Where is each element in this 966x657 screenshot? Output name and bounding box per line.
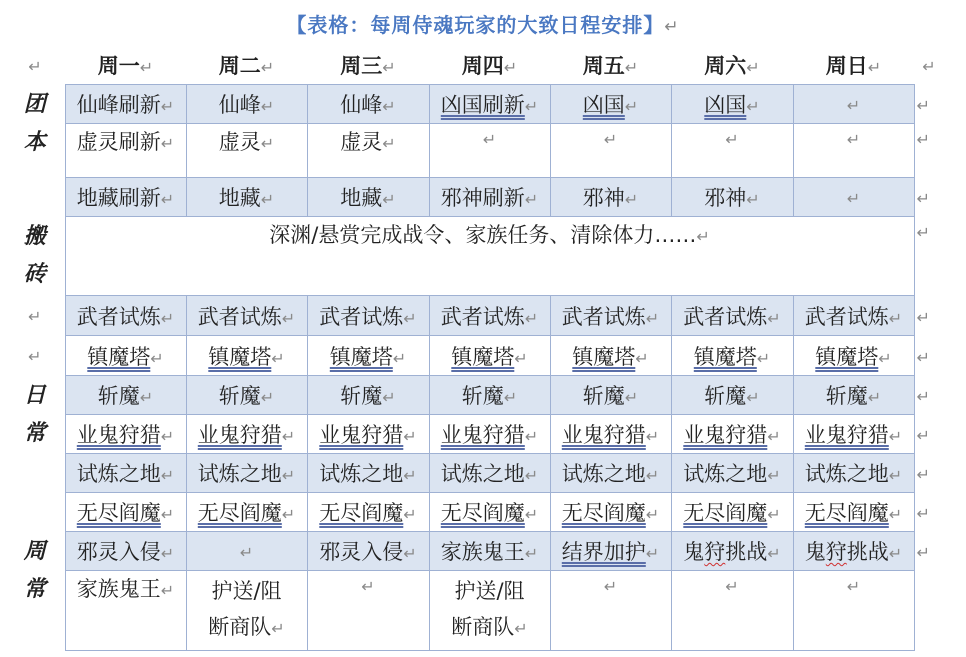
cell: 凶国↵ bbox=[550, 85, 671, 124]
cell: 镇魔塔↵ bbox=[65, 336, 186, 376]
section-label-banzhuan: 搬 砖 bbox=[23, 222, 46, 287]
cell: 邪神刷新↵ bbox=[429, 178, 550, 217]
cell: 试炼之地↵ bbox=[307, 454, 429, 493]
header-tue: 周二↵ bbox=[218, 54, 275, 78]
table-row bbox=[5, 532, 944, 571]
cell: 无尽阎魔↵ bbox=[65, 493, 186, 532]
cell: 家族鬼王↵ bbox=[429, 532, 550, 571]
cell: 斩魔↵ bbox=[793, 376, 914, 415]
table-row bbox=[5, 493, 944, 532]
table-row bbox=[5, 124, 944, 178]
cell: ↵ bbox=[307, 571, 429, 651]
row-end-mark bbox=[914, 571, 944, 651]
cell: 仙峰↵ bbox=[186, 85, 307, 124]
table-row bbox=[5, 376, 944, 415]
blank-label: ↵ bbox=[28, 346, 42, 366]
banzhuan-cell: 深渊/悬赏完成战令、家族任务、清除体力……↵ bbox=[65, 217, 914, 296]
cell: 试炼之地↵ bbox=[429, 454, 550, 493]
header-sun: 周日↵ bbox=[825, 54, 882, 78]
cell: 镇魔塔↵ bbox=[793, 336, 914, 376]
cell: 地藏↵ bbox=[307, 178, 429, 217]
cell: 试炼之地↵ bbox=[671, 454, 793, 493]
cell: 仙峰↵ bbox=[307, 85, 429, 124]
cell: 武者试炼↵ bbox=[65, 296, 186, 336]
cell: 试炼之地↵ bbox=[186, 454, 307, 493]
row-end-mark: ↵ bbox=[916, 96, 930, 115]
header-wed: 周三↵ bbox=[340, 54, 396, 78]
table-row bbox=[5, 571, 944, 651]
cell: 凶国刷新↵ bbox=[429, 85, 550, 124]
cell: ↵ bbox=[793, 85, 914, 124]
cell: ↵ bbox=[429, 124, 550, 178]
cell: ↵ bbox=[671, 124, 793, 178]
cell: ↵ bbox=[550, 571, 671, 651]
cell: 护送/阻 断商队↵ bbox=[429, 571, 550, 651]
table-row bbox=[5, 296, 944, 336]
cell: 邪神↵ bbox=[671, 178, 793, 217]
cell: 斩魔↵ bbox=[307, 376, 429, 415]
table-row bbox=[5, 454, 944, 493]
row-end-mark: ↵ bbox=[916, 307, 930, 327]
table-row bbox=[5, 85, 944, 124]
header-row bbox=[5, 46, 944, 85]
cell: 试炼之地↵ bbox=[65, 454, 186, 493]
cell: 业鬼狩猎↵ bbox=[550, 415, 671, 454]
cell: 业鬼狩猎↵ bbox=[793, 415, 914, 454]
cell: 镇魔塔↵ bbox=[429, 336, 550, 376]
row-end-mark: ↵ bbox=[916, 426, 930, 445]
section-label-richang: 日 常 bbox=[23, 381, 46, 446]
cell: ↵ bbox=[793, 571, 914, 651]
row-end-mark: ↵ bbox=[916, 504, 930, 523]
cell: 斩魔↵ bbox=[671, 376, 793, 415]
row-end-mark: ↵ bbox=[916, 347, 930, 367]
cell: 家族鬼王↵ bbox=[65, 571, 186, 651]
header-fri: 周五↵ bbox=[582, 54, 639, 78]
cell: 试炼之地↵ bbox=[793, 454, 914, 493]
cell: 邪神↵ bbox=[550, 178, 671, 217]
cell: 业鬼狩猎↵ bbox=[671, 415, 793, 454]
cell: 结界加护↵ bbox=[550, 532, 671, 571]
row-end-mark: ↵ bbox=[916, 543, 930, 562]
cell: ↵ bbox=[186, 532, 307, 571]
cell: 虚灵刷新↵ bbox=[65, 124, 186, 178]
cell: 武者试炼↵ bbox=[550, 296, 671, 336]
cell: 无尽阎魔↵ bbox=[186, 493, 307, 532]
corner-cell: ↵ bbox=[28, 57, 42, 77]
header-sat: 周六↵ bbox=[704, 54, 760, 78]
section-label-zhouchang: 周 常 bbox=[23, 537, 46, 602]
cell: 无尽阎魔↵ bbox=[671, 493, 793, 532]
cell: 凶国↵ bbox=[671, 85, 793, 124]
cell: 业鬼狩猎↵ bbox=[65, 415, 186, 454]
cell: 邪灵入侵↵ bbox=[65, 532, 186, 571]
cell: 镇魔塔↵ bbox=[307, 336, 429, 376]
schedule-table bbox=[5, 46, 944, 651]
cell: 护送/阻 断商队↵ bbox=[186, 571, 307, 651]
row-end-mark: ↵ bbox=[916, 222, 930, 242]
row-end-mark: ↵ bbox=[916, 465, 930, 484]
cell: 斩魔↵ bbox=[65, 376, 186, 415]
cell: 斩魔↵ bbox=[186, 376, 307, 415]
cell: 试炼之地↵ bbox=[550, 454, 671, 493]
cell: 武者试炼↵ bbox=[671, 296, 793, 336]
cell: 无尽阎魔↵ bbox=[429, 493, 550, 532]
cell: 镇魔塔↵ bbox=[671, 336, 793, 376]
row-end-mark: ↵ bbox=[916, 189, 930, 208]
cell: 斩魔↵ bbox=[550, 376, 671, 415]
row-end-mark: ↵ bbox=[916, 387, 930, 406]
cell: 无尽阎魔↵ bbox=[793, 493, 914, 532]
cell: 无尽阎魔↵ bbox=[550, 493, 671, 532]
header-thu: 周四↵ bbox=[461, 54, 518, 78]
cell: 业鬼狩猎↵ bbox=[307, 415, 429, 454]
row-end-mark: ↵ bbox=[922, 57, 936, 77]
cell: 业鬼狩猎↵ bbox=[429, 415, 550, 454]
cell: 业鬼狩猎↵ bbox=[186, 415, 307, 454]
table-row bbox=[5, 415, 944, 454]
cell: 地藏↵ bbox=[186, 178, 307, 217]
header-mon: 周一↵ bbox=[97, 54, 154, 78]
cell: ↵ bbox=[550, 124, 671, 178]
cell: ↵ bbox=[793, 124, 914, 178]
blank-label bbox=[5, 454, 65, 493]
table-row bbox=[5, 336, 944, 376]
cell: 武者试炼↵ bbox=[429, 296, 550, 336]
cell: 邪灵入侵↵ bbox=[307, 532, 429, 571]
blank-label bbox=[5, 493, 65, 532]
cell: 无尽阎魔↵ bbox=[307, 493, 429, 532]
cell: 镇魔塔↵ bbox=[186, 336, 307, 376]
cell: 地藏刷新↵ bbox=[65, 178, 186, 217]
cell: ↵ bbox=[671, 571, 793, 651]
cell: 虚灵↵ bbox=[186, 124, 307, 178]
cell: 虚灵↵ bbox=[307, 124, 429, 178]
table-row bbox=[5, 217, 944, 296]
cell: 鬼狩挑战↵ bbox=[793, 532, 914, 571]
cell: 武者试炼↵ bbox=[793, 296, 914, 336]
cell: 斩魔↵ bbox=[429, 376, 550, 415]
cell: 武者试炼↵ bbox=[307, 296, 429, 336]
table-title: 【表格：每周侍魂玩家的大致日程安排】↵ bbox=[286, 13, 680, 37]
cell: 镇魔塔↵ bbox=[550, 336, 671, 376]
cell: 鬼狩挑战↵ bbox=[671, 532, 793, 571]
blank-label: ↵ bbox=[28, 306, 42, 326]
row-end-mark: ↵ bbox=[916, 129, 930, 149]
cell: 武者试炼↵ bbox=[186, 296, 307, 336]
cell: 仙峰刷新↵ bbox=[65, 85, 186, 124]
table-row bbox=[5, 178, 944, 217]
cell: ↵ bbox=[793, 178, 914, 217]
section-label-tuanben: 团 本 bbox=[23, 90, 46, 155]
